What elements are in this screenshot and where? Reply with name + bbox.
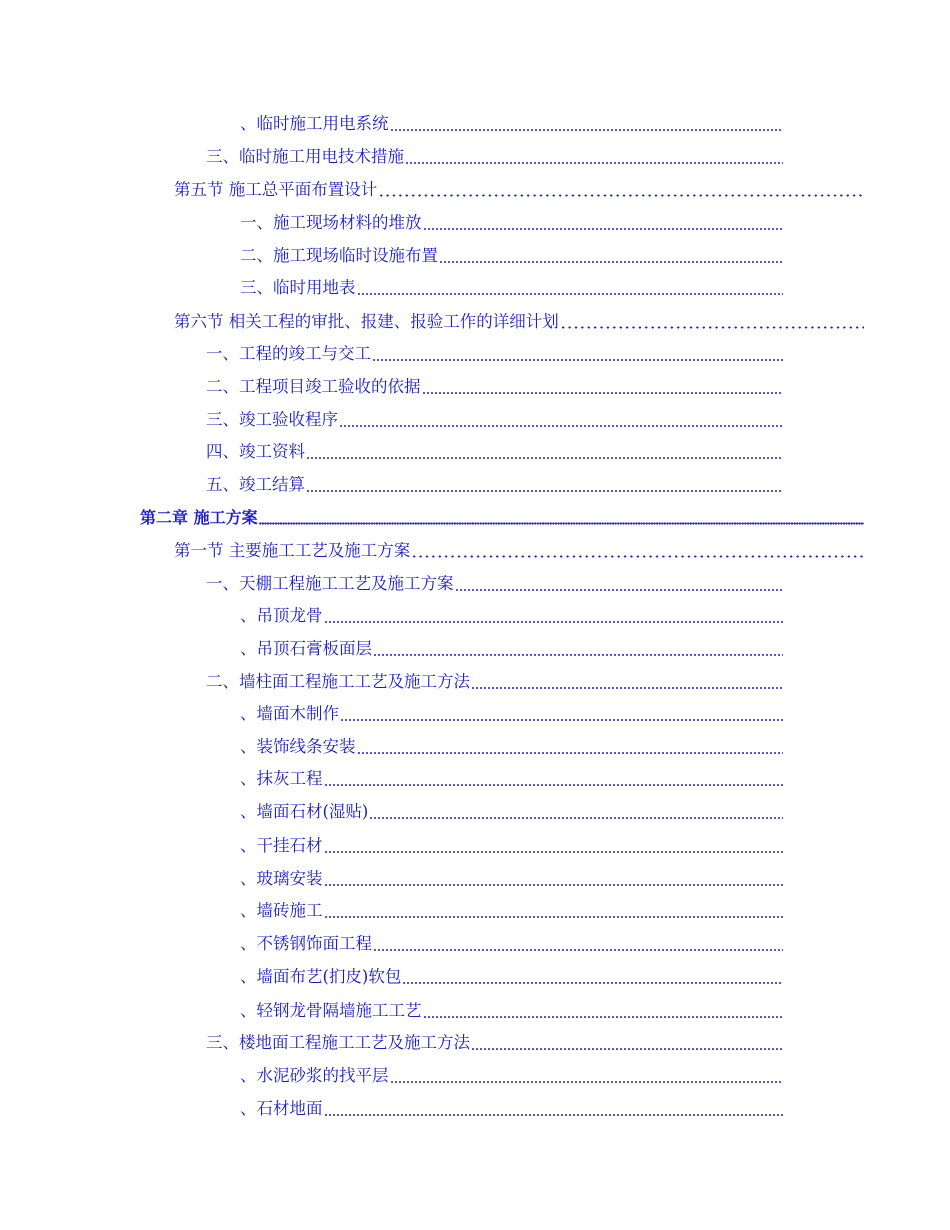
toc-entry[interactable] (206, 572, 783, 596)
dot-leader (357, 752, 784, 754)
dot-leader (471, 1048, 783, 1050)
toc-entry[interactable] (206, 375, 783, 399)
toc-entry-label: 、不锈钢饰面工程 (240, 934, 372, 953)
toc-entry[interactable] (206, 408, 783, 432)
toc-entry-label: 一、天棚工程施工工艺及施工方案 (206, 574, 454, 593)
toc-entry-label: 第五节 施工总平面布置设计 (174, 180, 378, 199)
toc-entry[interactable] (240, 899, 783, 923)
toc-section-entry[interactable] (174, 310, 864, 334)
toc-entry-label: 、墙砖施工 (240, 901, 323, 920)
dot-leader (306, 490, 783, 492)
dot-leader (378, 194, 864, 197)
toc-entry[interactable] (240, 702, 783, 726)
dot-leader (324, 916, 784, 918)
dot-leader (340, 719, 783, 721)
toc-section-entry[interactable] (174, 178, 864, 202)
toc-entry[interactable] (240, 1064, 783, 1088)
toc-entry[interactable] (240, 735, 783, 759)
dot-leader (439, 261, 783, 263)
toc-entry[interactable] (206, 145, 783, 169)
dot-leader (471, 687, 783, 689)
toc-entry-label: 、干挂石材 (240, 836, 323, 855)
dot-leader (324, 621, 784, 623)
toc-entry-label: 、墙面布艺(扪皮)软包 (240, 967, 402, 986)
toc-entry[interactable] (206, 1031, 783, 1055)
toc-entry[interactable] (240, 999, 783, 1023)
toc-entry-label: 一、施工现场材料的堆放 (240, 213, 422, 232)
dot-leader (402, 982, 783, 984)
dot-leader (372, 359, 783, 361)
toc-entry[interactable] (206, 342, 783, 366)
dot-leader (324, 851, 784, 853)
toc-entry[interactable] (240, 244, 783, 268)
toc-entry-label: 、吊顶石膏板面层 (240, 639, 372, 658)
toc-entry[interactable] (240, 112, 783, 136)
dot-leader (357, 293, 784, 295)
toc-entry-label: 二、工程项目竣工验收的依据 (206, 377, 421, 396)
toc-entry-label: 、轻钢龙骨隔墙施工工艺 (240, 1001, 422, 1020)
toc-entry-label: 、临时施工用电系统 (240, 114, 389, 133)
toc-entry[interactable] (206, 440, 783, 464)
dot-leader (369, 817, 783, 819)
toc-entry-label: 五、竣工结算 (206, 475, 305, 494)
dot-leader (324, 884, 784, 886)
toc-entry[interactable] (240, 637, 783, 661)
toc-entry[interactable] (240, 867, 783, 891)
dot-leader (560, 326, 864, 329)
dot-leader (339, 425, 783, 427)
toc-entry-label: 三、竣工验收程序 (206, 410, 338, 429)
toc-entry-label: 、水泥砂浆的找平层 (240, 1066, 389, 1085)
toc-entry-label: 、玻璃安装 (240, 869, 323, 888)
toc-entry-label: 、抹灰工程 (240, 769, 323, 788)
dot-leader (405, 162, 783, 164)
toc-entry-label: 第六节 相关工程的审批、报建、报验工作的详细计划 (174, 312, 559, 331)
dot-leader (259, 522, 864, 525)
toc-entry-label: 二、墙柱面工程施工工艺及施工方法 (206, 672, 470, 691)
toc-entry-label: 、墙面石材(湿贴) (240, 802, 369, 821)
toc-entry[interactable] (240, 800, 783, 824)
dot-leader (373, 654, 783, 656)
toc-entry-label: 、装饰线条安装 (240, 737, 356, 756)
dot-leader (411, 555, 864, 558)
toc-entry[interactable] (206, 670, 783, 694)
toc-chapter-entry[interactable] (140, 506, 864, 530)
toc-entry-label: 三、楼地面工程施工工艺及施工方法 (206, 1033, 470, 1052)
dot-leader (455, 589, 784, 591)
toc-entry-label: 、石材地面 (240, 1099, 323, 1118)
toc-entry-label: 四、竣工资料 (206, 442, 305, 461)
toc-entry[interactable] (240, 965, 783, 989)
dot-leader (373, 949, 783, 951)
dot-leader (306, 457, 783, 459)
toc-entry[interactable] (240, 1097, 783, 1121)
toc-entry-label: 第一节 主要施工工艺及施工方案 (174, 541, 411, 560)
toc-entry-label: 、墙面木制作 (240, 704, 339, 723)
toc-entry-label: 一、工程的竣工与交工 (206, 344, 371, 363)
toc-entry-label: 二、施工现场临时设施布置 (240, 246, 438, 265)
toc-entry[interactable] (206, 473, 783, 497)
dot-leader (390, 1081, 784, 1083)
toc-entry[interactable] (240, 276, 783, 300)
dot-leader (324, 1114, 784, 1116)
toc-entry-label: 三、临时施工用电技术措施 (206, 147, 404, 166)
toc-entry[interactable] (240, 767, 783, 791)
dot-leader (422, 392, 784, 394)
toc-entry[interactable] (240, 604, 783, 628)
toc-section-entry[interactable] (174, 539, 864, 563)
toc-entry[interactable] (240, 211, 783, 235)
dot-leader (390, 129, 784, 131)
toc-entry[interactable] (240, 932, 783, 956)
toc-entry-label: 第二章 施工方案 (140, 508, 258, 527)
dot-leader (423, 1016, 784, 1018)
toc-entry-label: 三、临时用地表 (240, 278, 356, 297)
dot-leader (423, 228, 784, 230)
toc-entry-label: 、吊顶龙骨 (240, 606, 323, 625)
dot-leader (324, 784, 784, 786)
toc-entry[interactable] (240, 834, 783, 858)
